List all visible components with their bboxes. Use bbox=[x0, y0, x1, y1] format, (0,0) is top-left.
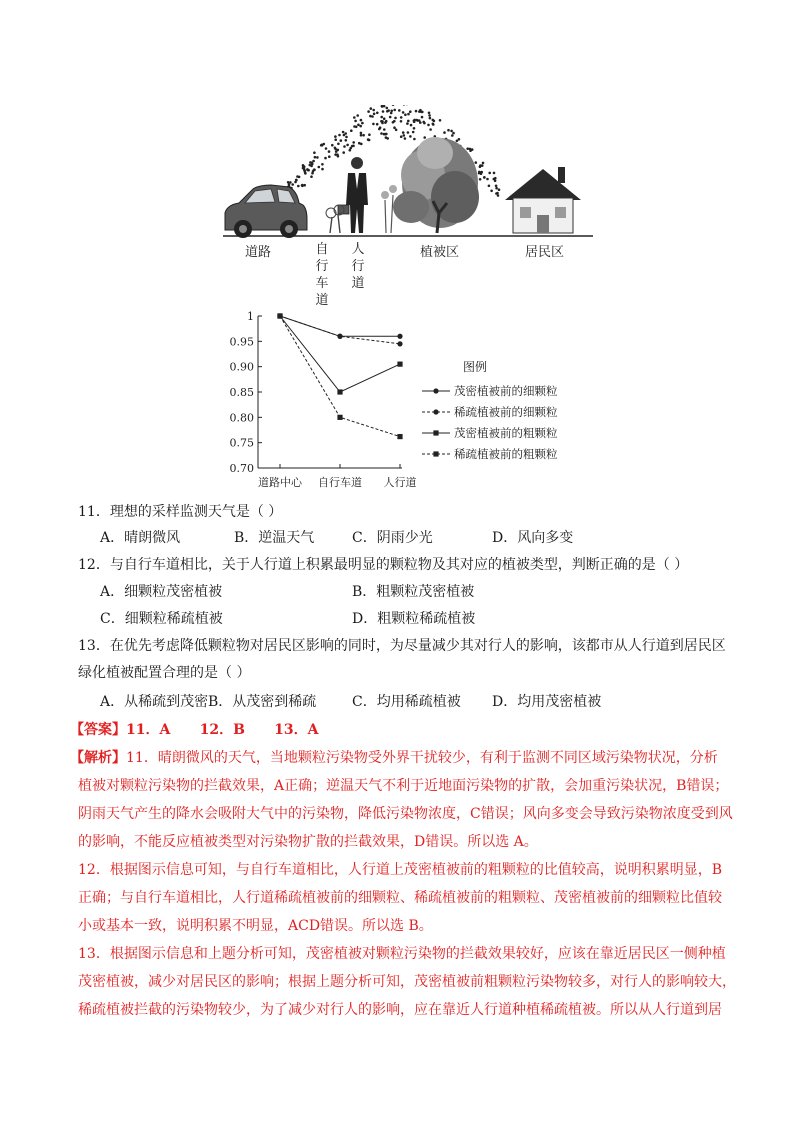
particle-dot bbox=[312, 160, 315, 163]
particle-dot bbox=[490, 190, 493, 193]
particle-dot bbox=[334, 153, 337, 156]
legend-label-1: 茂密植被前的细颗粒 bbox=[454, 384, 558, 398]
car-icon bbox=[225, 185, 307, 238]
question-12-option-c: C．细颗粒稀疏植被 bbox=[100, 611, 223, 627]
zone-label-vegetation: 植被区 bbox=[420, 245, 460, 260]
particle-dot bbox=[385, 133, 388, 136]
particle-dot bbox=[475, 161, 478, 164]
particle-dot bbox=[318, 166, 321, 169]
particle-dot bbox=[291, 183, 294, 186]
answer-line bbox=[70, 718, 319, 742]
particle-dot bbox=[443, 131, 446, 134]
particle-dot bbox=[352, 145, 355, 148]
particle-dot bbox=[350, 129, 353, 132]
street-vegetation-illustration bbox=[215, 105, 600, 310]
question-13-option-b: B．从茂密到稀疏 bbox=[208, 694, 317, 710]
particle-dot bbox=[334, 138, 337, 141]
zone-label-sidewalk: 人行道 bbox=[351, 242, 365, 291]
particle-dot bbox=[428, 114, 431, 117]
particle-dot bbox=[337, 155, 340, 158]
particle-dot bbox=[466, 147, 469, 150]
particle-dot bbox=[386, 137, 389, 140]
particle-dot bbox=[429, 117, 432, 120]
particle-dot bbox=[413, 127, 416, 130]
particle-dot bbox=[361, 122, 364, 125]
zone-label-bike-lane: 自行车道 bbox=[315, 242, 329, 308]
x-tick-label: 人行道 bbox=[383, 476, 417, 489]
particle-dot bbox=[306, 169, 309, 172]
particle-dot bbox=[488, 172, 491, 175]
particle-dot bbox=[439, 119, 442, 122]
particle-dot bbox=[427, 124, 430, 127]
question-11-option-a: A．晴朗微风 bbox=[100, 530, 181, 546]
y-tick-label: 0.70 bbox=[229, 462, 254, 475]
particle-dot bbox=[287, 181, 290, 184]
particle-dot bbox=[419, 121, 422, 124]
particle-dot bbox=[334, 135, 337, 138]
particle-dot bbox=[297, 185, 300, 188]
legend-marker-3 bbox=[433, 430, 438, 435]
particle-dot bbox=[482, 162, 485, 165]
dense-tree-icon bbox=[393, 137, 479, 233]
particle-dot bbox=[394, 117, 397, 120]
question-12-option-d: D．粗颗粒稀疏植被 bbox=[352, 611, 476, 627]
answer-text: 11．A 12．B 13．A bbox=[126, 722, 319, 738]
particle-dot bbox=[357, 124, 360, 127]
particle-dot bbox=[486, 178, 489, 181]
particle-dot bbox=[342, 131, 345, 134]
particle-dot bbox=[360, 134, 363, 137]
particle-dot bbox=[383, 133, 386, 136]
analysis-line-8: 13．根据图示信息和上题分析可知，茂密植被对颗粒污染物的拦截效果较好，应该在靠近居民区一侧种植 bbox=[78, 946, 726, 962]
particle-dot bbox=[321, 163, 324, 166]
particle-dot bbox=[383, 117, 386, 120]
particle-dot bbox=[404, 113, 407, 116]
x-tick-label: 自行车道 bbox=[318, 476, 362, 489]
question-11-stem: 11．理想的采样监测天气是（ ） bbox=[78, 504, 283, 520]
particle-dot bbox=[493, 178, 496, 181]
particle-dot bbox=[370, 107, 373, 110]
particle-dot bbox=[479, 178, 482, 181]
particle-dot bbox=[344, 132, 347, 135]
particle-dot bbox=[407, 120, 410, 123]
particle-dot bbox=[469, 148, 472, 151]
particle-dot bbox=[340, 139, 343, 142]
particle-dot bbox=[313, 151, 316, 154]
particle-dot bbox=[310, 175, 313, 178]
particle-dot bbox=[331, 144, 334, 147]
particle-dot bbox=[337, 143, 340, 146]
particle-dot bbox=[362, 134, 365, 137]
series-3-point bbox=[397, 362, 402, 367]
particle-dot bbox=[367, 138, 370, 141]
particle-dot bbox=[354, 120, 357, 123]
particle-dot bbox=[423, 122, 426, 125]
particle-dot bbox=[496, 192, 499, 195]
particle-dot bbox=[352, 141, 355, 144]
scene-drawing bbox=[215, 105, 600, 310]
particle-dot bbox=[296, 175, 299, 178]
particle-dot bbox=[400, 116, 403, 119]
legend-marker-2 bbox=[433, 409, 438, 414]
particle-dot bbox=[376, 112, 379, 115]
particle-dot bbox=[493, 172, 496, 175]
particle-dot bbox=[386, 107, 389, 110]
particle-dot bbox=[409, 135, 412, 138]
particle-dot bbox=[380, 132, 383, 135]
particle-dot bbox=[406, 122, 409, 125]
analysis-line-6: 正确；与自行车道相比，人行道稀疏植被前的细颗粒、稀疏植被前的粗颗粒、茂密植被前的细颗粒比值较 bbox=[78, 890, 722, 906]
particle-dot bbox=[410, 124, 413, 127]
particle-dot bbox=[385, 120, 388, 123]
particle-dot bbox=[409, 110, 412, 113]
particle-dot bbox=[407, 131, 410, 134]
particle-dot bbox=[304, 172, 307, 175]
particle-dot bbox=[450, 130, 453, 133]
particle-dot bbox=[488, 185, 491, 188]
series-4-point bbox=[277, 313, 282, 318]
analysis-line-1 bbox=[70, 746, 718, 770]
particle-dot bbox=[337, 149, 340, 152]
particle-dot bbox=[429, 128, 432, 131]
particle-dot bbox=[495, 185, 498, 188]
particle-dot bbox=[382, 110, 385, 113]
particle-dot bbox=[403, 105, 406, 106]
particle-dot bbox=[321, 144, 324, 147]
particle-dot bbox=[421, 116, 424, 119]
particle-dot bbox=[402, 131, 405, 134]
particle-dot bbox=[360, 143, 363, 146]
particle-dot bbox=[356, 114, 359, 117]
particle-dot bbox=[400, 120, 403, 123]
particle-dot bbox=[412, 131, 415, 134]
y-tick-label: 0.85 bbox=[229, 386, 254, 399]
particle-dot bbox=[479, 164, 482, 167]
particle-dot bbox=[373, 113, 376, 116]
legend-label-3: 茂密植被前的粗颗粒 bbox=[454, 426, 558, 440]
legend-label-4: 稀疏植被前的粗颗粒 bbox=[454, 447, 558, 461]
particle-dot bbox=[313, 169, 316, 172]
y-tick-label: 1 bbox=[247, 310, 254, 323]
y-tick-label: 0.90 bbox=[229, 360, 254, 374]
question-11-option-b: B．逆温天气 bbox=[234, 530, 315, 546]
particle-dot bbox=[456, 140, 459, 143]
particle-dot bbox=[328, 155, 331, 158]
question-13-option-c: C．均用稀疏植被 bbox=[352, 694, 461, 710]
particle-dot bbox=[404, 137, 407, 140]
particle-dot bbox=[360, 119, 363, 122]
particle-dot bbox=[295, 179, 298, 182]
answer-label: 【答案】 bbox=[70, 722, 126, 738]
series-line-2 bbox=[280, 316, 400, 344]
legend-title: 图例 bbox=[462, 360, 488, 374]
particle-dot bbox=[314, 156, 317, 159]
particle-dot bbox=[376, 123, 379, 126]
analysis-line-3: 阴雨天气产生的降水会吸附大气中的污染物，降低污染物浓度，C错误；风向多变会导致污染物浓度受到风 bbox=[78, 806, 733, 822]
particle-dot bbox=[395, 129, 398, 132]
particle-dot bbox=[390, 112, 393, 115]
y-tick-label: 0.75 bbox=[229, 436, 254, 450]
particle-dot bbox=[447, 129, 450, 132]
particle-dot bbox=[415, 110, 418, 113]
particle-dot bbox=[342, 151, 345, 154]
question-13-option-d: D．均用茂密植被 bbox=[492, 694, 602, 710]
particle-dot bbox=[353, 125, 356, 128]
y-tick-label: 0.95 bbox=[229, 335, 254, 349]
series-2-point bbox=[397, 341, 402, 346]
particle-ratio-line-chart bbox=[200, 305, 600, 495]
particle-dot bbox=[381, 105, 384, 108]
zone-label-road: 道路 bbox=[245, 245, 272, 260]
particle-dot bbox=[378, 128, 381, 131]
particle-dot bbox=[483, 176, 486, 179]
particle-dot bbox=[393, 126, 396, 129]
particle-dot bbox=[407, 113, 410, 116]
question-13-stem-line-2: 绿化植被配置合理的是（ ） bbox=[78, 665, 251, 681]
particle-dot bbox=[390, 110, 393, 113]
particle-dot bbox=[324, 157, 327, 160]
particle-dot bbox=[368, 133, 371, 136]
analysis-line-10: 稀疏植被拦截的污染物较少，为了减少对行人的影响，应在靠近人行道种植稀疏植被。所以从人行道到居 bbox=[78, 1002, 722, 1018]
question-11-option-d: D．风向多变 bbox=[492, 530, 574, 546]
series-2-point bbox=[337, 334, 342, 339]
particle-dot bbox=[381, 122, 384, 125]
particle-dot bbox=[432, 123, 435, 126]
particle-dot bbox=[386, 110, 389, 113]
particle-dot bbox=[309, 164, 312, 167]
question-12-option-b: B．粗颗粒茂密植被 bbox=[352, 584, 475, 600]
particle-dot bbox=[428, 112, 431, 115]
particle-dot bbox=[383, 128, 386, 131]
pedestrian-icon bbox=[338, 157, 368, 233]
house-icon bbox=[505, 167, 581, 233]
question-13-option-a: A．从稀疏到茂密 bbox=[100, 694, 209, 710]
analysis-text-1: 11．晴朗微风的天气，当地颗粒污染物受外界干扰较少，有利于监测不同区域污染物状况，分析 bbox=[126, 750, 718, 766]
particle-dot bbox=[413, 120, 416, 123]
particle-dot bbox=[393, 109, 396, 112]
particle-dot bbox=[423, 136, 426, 139]
particle-dot bbox=[345, 136, 348, 139]
question-12-stem: 12．与自行车道相比，关于人行道上积累最明显的颗粒物及其对应的植被类型，判断正确的是（ ） bbox=[78, 557, 689, 573]
x-tick-label: 道路中心 bbox=[258, 476, 302, 489]
particle-dot bbox=[359, 125, 362, 128]
particle-dot bbox=[321, 168, 324, 171]
particle-dot bbox=[345, 139, 348, 142]
particle-dot bbox=[301, 184, 304, 187]
analysis-line-2: 植被对颗粒污染物的拦截效果，A正确；逆温天气不利于近地面污染物的扩散，会加重污染状况，B错误； bbox=[78, 778, 729, 794]
question-11-option-c: C．阴雨少光 bbox=[352, 530, 433, 546]
particle-dot bbox=[418, 110, 421, 113]
particle-dot bbox=[334, 147, 337, 150]
particle-dot bbox=[353, 116, 356, 119]
question-13-stem-line-1: 13．在优先考虑降低颗粒物对居民区影响的同时，为尽量减少其对行人的影响，该都市从人行道到居民区 bbox=[78, 638, 726, 654]
series-line-1 bbox=[280, 316, 400, 336]
particle-dot bbox=[380, 116, 383, 119]
analysis-line-7: 小或基本一致，说明积累不明显，ACD错误。所以选 B。 bbox=[78, 918, 433, 934]
particle-dot bbox=[495, 187, 498, 190]
particle-dot bbox=[497, 194, 500, 197]
series-1-point bbox=[397, 334, 402, 339]
particle-dot bbox=[316, 156, 319, 159]
particle-dot bbox=[416, 119, 419, 122]
particle-dot bbox=[338, 134, 341, 137]
series-line-3 bbox=[280, 316, 400, 392]
particle-dot bbox=[302, 167, 305, 170]
particle-dot bbox=[398, 109, 401, 112]
particle-dot bbox=[303, 184, 306, 187]
particle-dot bbox=[346, 144, 349, 147]
analysis-label: 【解析】 bbox=[70, 750, 126, 766]
particle-dot bbox=[393, 120, 396, 123]
particle-dot bbox=[400, 135, 403, 138]
particle-dot bbox=[403, 134, 406, 137]
particle-dot bbox=[325, 147, 328, 150]
series-4-point bbox=[337, 415, 342, 420]
particle-dot bbox=[367, 110, 370, 113]
question-12-option-a: A．细颗粒茂密植被 bbox=[100, 584, 223, 600]
series-4-point bbox=[397, 434, 402, 439]
particle-dot bbox=[343, 145, 346, 148]
particle-dot bbox=[451, 134, 454, 137]
particle-dot bbox=[389, 116, 392, 119]
particle-dot bbox=[372, 123, 375, 126]
particle-dot bbox=[413, 138, 416, 141]
particle-dot bbox=[360, 132, 363, 135]
particle-dot bbox=[478, 171, 481, 174]
legend-label-2: 稀疏植被前的细颗粒 bbox=[454, 405, 558, 419]
particle-dot bbox=[433, 120, 436, 123]
legend-marker-4 bbox=[433, 451, 438, 456]
y-tick-label: 0.80 bbox=[229, 411, 254, 425]
zone-label-residential: 居民区 bbox=[525, 245, 565, 260]
particle-dot bbox=[498, 188, 501, 191]
analysis-line-9: 茂密植被，减少对居民区的影响；根据上题分析可知，茂密植被前粗颗粒污染物较多，对行人的影响较大， bbox=[78, 974, 736, 990]
particle-dot bbox=[392, 105, 395, 106]
analysis-line-4: 的影响，不能反应植被类型对污染物扩散的拦截效果，D错误。所以选 A。 bbox=[78, 834, 538, 850]
particle-dot bbox=[369, 115, 372, 118]
particle-dot bbox=[471, 148, 474, 151]
particle-dot bbox=[349, 149, 352, 152]
particle-dot bbox=[328, 150, 331, 153]
particle-dot bbox=[452, 132, 455, 135]
series-3-point bbox=[337, 389, 342, 394]
particle-dot bbox=[372, 109, 375, 112]
analysis-line-5: 12．根据图示信息可知，与自行车道相比，人行道上茂密植被前的粗颗粒的比值较高，说明积累明显，B bbox=[78, 862, 723, 878]
particle-dot bbox=[402, 111, 405, 114]
legend-marker-1 bbox=[433, 388, 438, 393]
